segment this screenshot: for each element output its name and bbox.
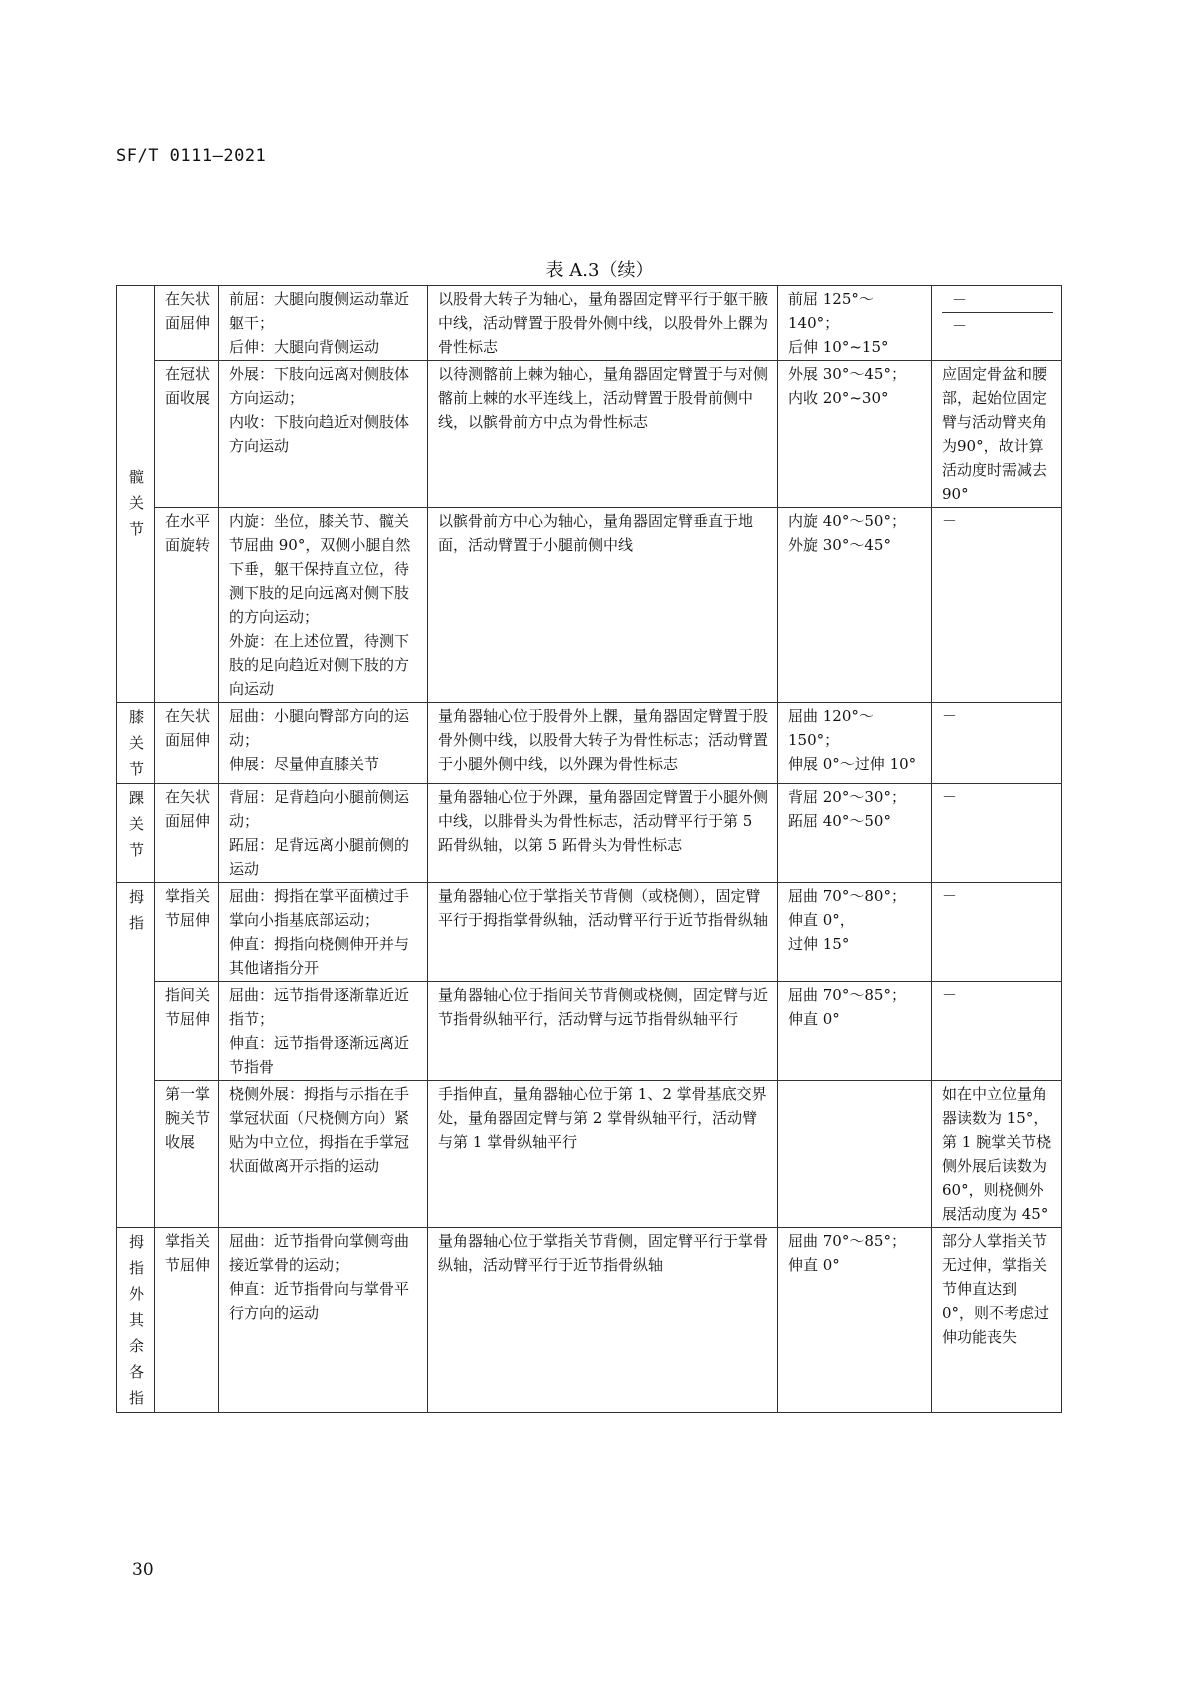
measure-cell: 以髌骨前方中心为轴心，量角器固定臂垂直于地面，活动臂置于小腿前侧中线 [428,508,778,703]
joint-cell [117,703,155,784]
note-cell-split [932,286,1062,361]
note-cell: － [952,291,968,309]
method-cell: 内旋：坐位，膝关节、髋关节屈曲 90°，双侧小腿自然下垂，躯干保持直立位，待测下肢的足向远离对侧下肢的方向运动； 外旋：在上述位置，待测下肢的足向趋近对侧下肢的方向运动 [219,508,428,703]
movement-cell: 在冠状面收展 [155,361,219,508]
table-row [117,361,1062,508]
table-row [117,1081,1062,1228]
range-cell: 前屈 125°～140°； 后伸 10°~15° [778,286,932,361]
joint-cell [117,883,155,1228]
table-row [117,286,1062,361]
range-cell: 屈曲 120°～150°； 伸展 0°～过伸 10° [778,703,932,784]
measure-cell: 量角器轴心位于掌指关节背侧，固定臂平行于掌骨纵轴，活动臂平行于近节指骨纵轴 [428,1228,778,1413]
joint-label: 膝关节 [128,708,144,778]
measure-cell: 量角器轴心位于掌指关节背侧（或桡侧），固定臂平行于拇指掌骨纵轴，活动臂平行于近节指骨纵轴 [428,883,778,982]
note-cell: － [932,508,1062,703]
method-cell: 屈曲：远节指骨逐渐靠近近指节； 伸直：远节指骨逐渐远离近节指骨 [219,982,428,1081]
rom-measurement-table [116,285,1062,1413]
note-cell: － [942,312,1053,338]
movement-cell: 第一掌腕关节收展 [155,1081,219,1228]
document-code: SF/T 0111—2021 [116,146,267,166]
movement-cell: 在矢状面屈伸 [155,286,219,361]
method-cell: 外展：下肢向远离对侧肢体方向运动； 内收：下肢向趋近对侧肢体方向运动 [219,361,428,508]
movement-cell: 掌指关节屈伸 [155,1228,219,1413]
table-row [117,784,1062,883]
measure-cell: 以待测髂前上棘为轴心，量角器固定臂置于与对侧髂前上棘的水平连线上，活动臂置于股骨前侧中线，以髌骨前方中点为骨性标志 [428,361,778,508]
method-cell: 背屈：足背趋向小腿前侧运动； 跖屈：足背远离小腿前侧的运动 [219,784,428,883]
range-cell: 屈曲 70°～85°； 伸直 0° [778,982,932,1081]
range-cell: 外展 30°～45°； 内收 20°~30° [778,361,932,508]
note-cell: 应固定骨盆和腰部，起始位固定臂与活动臂夹角为90°，故计算活动度时需减去90° [932,361,1062,508]
measure-cell: 量角器轴心位于指间关节背侧或桡侧，固定臂与近节指骨纵轴平行，活动臂与远节指骨纵轴平行 [428,982,778,1081]
method-cell: 屈曲：近节指骨向掌侧弯曲接近掌骨的运动； 伸直：近节指骨向与掌骨平行方向的运动 [219,1228,428,1413]
joint-cell [117,1228,155,1413]
joint-label: 踝关节 [128,789,144,859]
joint-label: 拇指外其余各指 [128,1233,144,1407]
joint-cell [117,784,155,883]
range-cell: 内旋 40°～50°； 外旋 30°～45° [778,508,932,703]
range-cell [778,1081,932,1228]
measure-cell: 量角器轴心位于外踝，量角器固定臂置于小腿外侧中线，以腓骨头为骨性标志，活动臂平行于第 5 跖骨纵轴，以第 5 跖骨头为骨性标志 [428,784,778,883]
measure-cell: 量角器轴心位于股骨外上髁，量角器固定臂置于股骨外侧中线，以股骨大转子为骨性标志；活动臂置于小腿外侧中线，以外踝为骨性标志 [428,703,778,784]
movement-cell: 指间关节屈伸 [155,982,219,1081]
note-cell: － [932,703,1062,784]
note-cell: 如在中立位量角器读数为 15°，第 1 腕掌关节桡侧外展后读数为 60°，则桡侧外展活动度为 45° [932,1081,1062,1228]
note-cell: 部分人掌指关节无过伸，掌指关节伸直达到 0°，则不考虑过伸功能丧失 [932,1228,1062,1413]
page-number: 30 [132,1560,154,1580]
table-row [117,883,1062,982]
table-row [117,703,1062,784]
method-cell: 屈曲：拇指在掌平面横过手掌向小指基底部运动； 伸直：拇指向桡侧伸开并与其他诸指分开 [219,883,428,982]
joint-label: 拇指 [128,888,144,932]
table-row [117,1228,1062,1413]
range-cell: 屈曲 70°～80°； 伸直 0°， 过伸 15° [778,883,932,982]
movement-cell: 在水平面旋转 [155,508,219,703]
measure-cell: 以股骨大转子为轴心，量角器固定臂平行于躯干腋中线，活动臂置于股骨外侧中线，以股骨外上髁为骨性标志 [428,286,778,361]
movement-cell: 在矢状面屈伸 [155,703,219,784]
note-cell: － [932,784,1062,883]
table-row [117,982,1062,1081]
note-cell: － [932,883,1062,982]
table-row [117,508,1062,703]
joint-label: 髋关节 [128,468,144,538]
table-title: 表 A.3（续） [545,260,654,281]
range-cell: 屈曲 70°～85°； 伸直 0° [778,1228,932,1413]
joint-cell [117,286,155,703]
movement-cell: 掌指关节屈伸 [155,883,219,982]
method-cell: 前屈：大腿向腹侧运动靠近躯干； 后伸：大腿向背侧运动 [219,286,428,361]
note-cell: － [932,982,1062,1081]
range-cell: 背屈 20°～30°； 跖屈 40°～50° [778,784,932,883]
method-cell: 桡侧外展：拇指与示指在手掌冠状面（尺桡侧方向）紧贴为中立位，拇指在手掌冠状面做离开示指的运动 [219,1081,428,1228]
method-cell: 屈曲：小腿向臀部方向的运动； 伸展：尽量伸直膝关节 [219,703,428,784]
measure-cell: 手指伸直，量角器轴心位于第 1、2 掌骨基底交界处，量角器固定臂与第 2 掌骨纵轴平行，活动臂与第 1 掌骨纵轴平行 [428,1081,778,1228]
movement-cell: 在矢状面屈伸 [155,784,219,883]
